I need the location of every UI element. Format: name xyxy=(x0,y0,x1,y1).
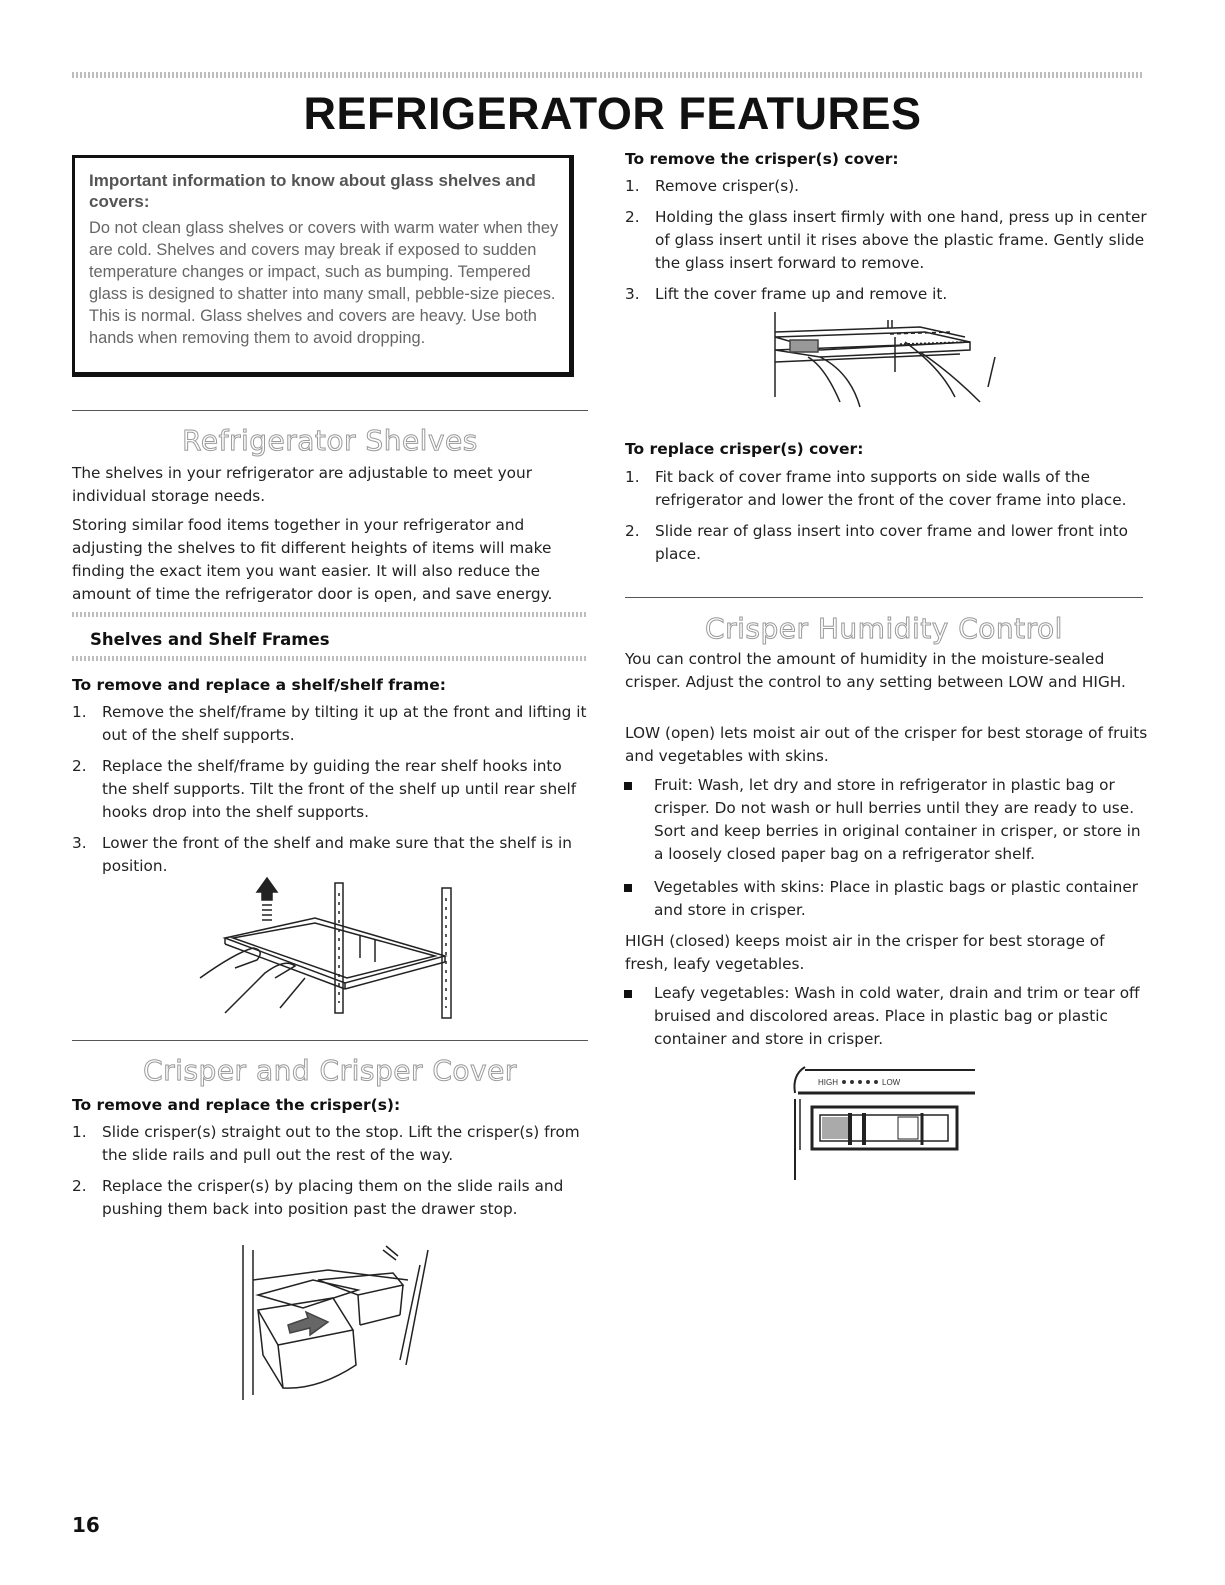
list-item xyxy=(622,774,1150,866)
cover-remove-title: To remove the crisper(s) cover: xyxy=(625,150,899,168)
crisper-heading: Crisper and Crisper Cover xyxy=(143,1054,517,1087)
shelf-steps xyxy=(72,701,588,886)
list-item xyxy=(625,283,1150,306)
step-text: Slide rear of glass insert into cover frame and lower front into place. xyxy=(655,522,1128,563)
shelf-frames-subheading: Shelves and Shelf Frames xyxy=(90,630,330,649)
section-divider xyxy=(625,597,1143,598)
list-item xyxy=(622,876,1150,922)
step-number: 3. xyxy=(72,834,87,852)
shelves-intro-1: The shelves in your refrigerator are adjustable to meet your individual storage needs. xyxy=(72,464,532,505)
shelf-procedure-title: To remove and replace a shelf/shelf frame: xyxy=(72,676,446,694)
step-number: 2. xyxy=(625,522,640,540)
list-item xyxy=(625,175,1150,198)
list-item xyxy=(72,1175,588,1221)
page-title: REFRIGERATOR FEATURES xyxy=(303,88,922,139)
list-item xyxy=(72,1121,588,1167)
step-number: 2. xyxy=(72,1177,87,1195)
step-number: 3. xyxy=(625,285,640,303)
humidity-heading: Crisper Humidity Control xyxy=(705,612,1063,645)
dial-low-label: LOW xyxy=(882,1078,901,1087)
section-divider xyxy=(72,1040,588,1041)
humidity-high-text: HIGH (closed) keeps moist air in the crisper for best storage of fresh, leafy vegetables. xyxy=(625,932,1105,973)
step-number: 2. xyxy=(625,208,640,226)
bullet-icon xyxy=(624,782,632,790)
top-divider xyxy=(72,72,1142,78)
page-number: 16 xyxy=(72,1513,100,1537)
bullet-icon xyxy=(624,990,632,998)
list-item xyxy=(625,520,1150,566)
step-text: Lower the front of the shelf and make sure that the shelf is in position. xyxy=(102,834,572,875)
humidity-control-illustration xyxy=(790,1065,980,1185)
shelves-intro-2: Storing similar food items together in your refrigerator and adjusting the shelves to fit different heights of items will make finding the exact item you want easier. It will also reduce the amount of time the refrigerator door is open, and save energy. xyxy=(72,516,553,603)
step-text: Replace the shelf/frame by guiding the rear shelf hooks into the shelf supports. Tilt the front of the shelf up until rear shelf hooks drop into the shelf supports. xyxy=(102,757,577,821)
step-number: 2. xyxy=(72,757,87,775)
step-number: 1. xyxy=(72,1123,87,1141)
glass-warning-box xyxy=(72,155,574,377)
step-number: 1. xyxy=(625,468,640,486)
crisper-cover-illustration xyxy=(770,312,1005,412)
bullet-text: Leafy vegetables: Wash in cold water, drain and trim or tear off bruised and discolored areas. Place in plastic bag or plastic container and store in crisper. xyxy=(654,984,1140,1048)
dial-high-label: HIGH xyxy=(818,1078,838,1087)
high-setting-list xyxy=(622,982,1150,1061)
humidity-intro: You can control the amount of humidity in the moisture-sealed crisper. Adjust the control to any setting between LOW and HIGH. xyxy=(625,650,1126,691)
cover-replace-title: To replace crisper(s) cover: xyxy=(625,440,864,458)
step-text: Holding the glass insert firmly with one hand, press up in center of glass insert until it rises above the plastic frame. Gently slide the glass insert forward to remove. xyxy=(655,208,1147,272)
list-item xyxy=(72,755,588,824)
bullet-icon xyxy=(624,884,632,892)
crisper-procedure-title: To remove and replace the crisper(s): xyxy=(72,1096,401,1114)
list-item xyxy=(72,701,588,747)
step-text: Lift the cover frame up and remove it. xyxy=(655,285,948,303)
step-text: Slide crisper(s) straight out to the stop. Lift the crisper(s) from the slide rails and pull out the rest of the way. xyxy=(102,1123,580,1164)
list-item xyxy=(72,832,588,878)
cover-replace-steps xyxy=(625,466,1150,574)
list-item xyxy=(622,982,1150,1051)
section-divider xyxy=(72,410,588,411)
step-text: Fit back of cover frame into supports on side walls of the refrigerator and lower the front of the cover frame into place. xyxy=(655,468,1127,509)
shelves-heading: Refrigerator Shelves xyxy=(182,424,478,457)
cover-remove-steps xyxy=(625,175,1150,314)
warning-title: Important information to know about glass shelves and covers: xyxy=(89,171,536,211)
warning-text: Do not clean glass shelves or covers with warm water when they are cold. Shelves and covers may break if exposed to sudden temperature changes or impact, such as bumping. Tempered glass is designed to shatter into many small, pebble-size pieces. This is normal. Glass shelves and covers are heavy. Use both hands when removing them to avoid dropping. xyxy=(89,219,559,347)
low-setting-list xyxy=(622,774,1150,932)
crisper-steps xyxy=(72,1121,588,1229)
step-number: 1. xyxy=(72,703,87,721)
step-text: Remove crisper(s). xyxy=(655,177,800,195)
shelf-removal-illustration xyxy=(195,878,470,1028)
step-text: Remove the shelf/frame by tilting it up at the front and lifting it out of the shelf supports. xyxy=(102,703,587,744)
humidity-low-text: LOW (open) lets moist air out of the crisper for best storage of fruits and vegetables with skins. xyxy=(625,724,1148,765)
bullet-text: Fruit: Wash, let dry and store in refrigerator in plastic bag or crisper. Do not wash or hull berries until they are ready to use. Sort and keep berries in original container in crisper, or store in a loosely closed paper bag on a refrigerator shelf. xyxy=(654,776,1141,863)
step-text: Replace the crisper(s) by placing them on the slide rails and pushing them back into position past the drawer stop. xyxy=(102,1177,564,1218)
list-item xyxy=(625,466,1150,512)
bullet-text: Vegetables with skins: Place in plastic bags or plastic container and store in crisper. xyxy=(654,878,1139,919)
crisper-drawer-illustration xyxy=(238,1240,438,1405)
step-number: 1. xyxy=(625,177,640,195)
subsection-divider-top xyxy=(72,612,588,617)
list-item xyxy=(625,206,1150,275)
subsection-divider-bottom xyxy=(72,656,588,661)
